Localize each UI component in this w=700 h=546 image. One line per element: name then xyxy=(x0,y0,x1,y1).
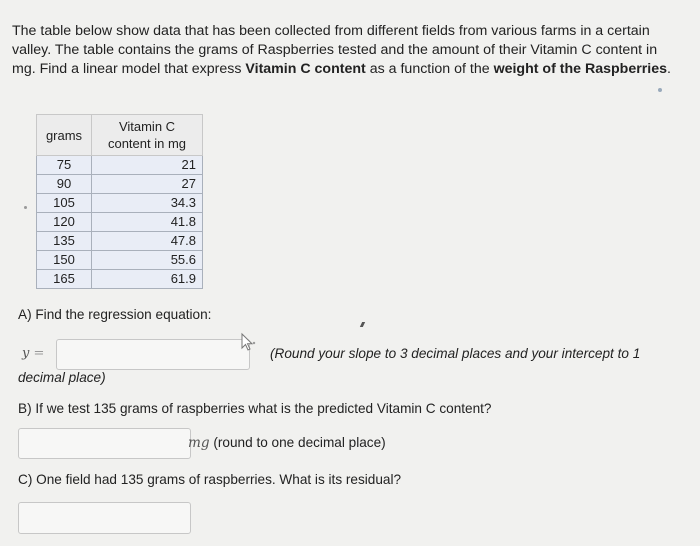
cell-grams: 105 xyxy=(37,194,92,213)
cell-grams: 165 xyxy=(37,270,92,289)
problem-intro xyxy=(12,22,684,79)
intro-text-2: as a function of the xyxy=(365,61,494,77)
header-vitc-line1: Vitamin C xyxy=(118,119,176,134)
raspberry-data-table xyxy=(36,114,203,289)
intro-bold-vitc: Vitamin C content xyxy=(245,61,366,77)
equation-label xyxy=(22,346,44,361)
predicted-vitc-input[interactable] xyxy=(18,428,191,459)
table-row xyxy=(37,175,203,194)
cell-vitc: 34.3 xyxy=(92,194,203,213)
cell-vitc: 21 xyxy=(92,156,203,175)
table-row xyxy=(37,251,203,270)
cell-grams: 120 xyxy=(37,213,92,232)
cell-vitc: 41.8 xyxy=(92,213,203,232)
cursor-icon xyxy=(239,332,261,354)
equals-sign: = xyxy=(33,346,45,361)
decorative-speck xyxy=(658,88,662,92)
unit-mg: mg xyxy=(188,435,210,451)
round-note: (Round your slope to 3 decimal places and your intercept to 1 xyxy=(270,346,641,361)
table-row xyxy=(37,156,203,175)
table-row xyxy=(37,270,203,289)
unit-note xyxy=(188,435,386,451)
header-grams: grams xyxy=(37,115,92,156)
cell-grams: 90 xyxy=(37,175,92,194)
question-b: B) If we test 135 grams of raspberries what is the predicted Vitamin C content? xyxy=(18,401,492,416)
unit-round-note: (round to one decimal place) xyxy=(209,435,386,450)
cell-vitc: 61.9 xyxy=(92,270,203,289)
intro-text-1: The table below show data that has been collected from different fields from various farms in a certain valley. The table contains the grams of Raspberries tested and the amount of their Vitamin C content in mg. Find a linear model that express xyxy=(12,23,658,77)
y-variable: y xyxy=(22,346,30,361)
cell-vitc: 55.6 xyxy=(92,251,203,270)
intro-bold-weight: weight of the Raspberries xyxy=(493,61,667,77)
table-row xyxy=(37,232,203,251)
round-note-continued: decimal place) xyxy=(18,370,106,385)
table-row xyxy=(37,194,203,213)
decorative-tick xyxy=(360,322,365,327)
cell-vitc: 47.8 xyxy=(92,232,203,251)
table-header-row xyxy=(37,115,203,156)
question-a: A) Find the regression equation: xyxy=(18,307,212,322)
header-vitamin-c xyxy=(92,115,203,156)
decorative-dot xyxy=(24,206,27,209)
question-c: C) One field had 135 grams of raspberries. What is its residual? xyxy=(18,472,402,487)
table-row xyxy=(37,213,203,232)
intro-text-3: . xyxy=(667,61,671,77)
header-vitc-line2: content in mg xyxy=(107,136,187,151)
regression-equation-input[interactable] xyxy=(56,339,250,370)
cell-grams: 135 xyxy=(37,232,92,251)
cell-grams: 75 xyxy=(37,156,92,175)
residual-input[interactable] xyxy=(18,502,191,534)
cell-vitc: 27 xyxy=(92,175,203,194)
cell-grams: 150 xyxy=(37,251,92,270)
